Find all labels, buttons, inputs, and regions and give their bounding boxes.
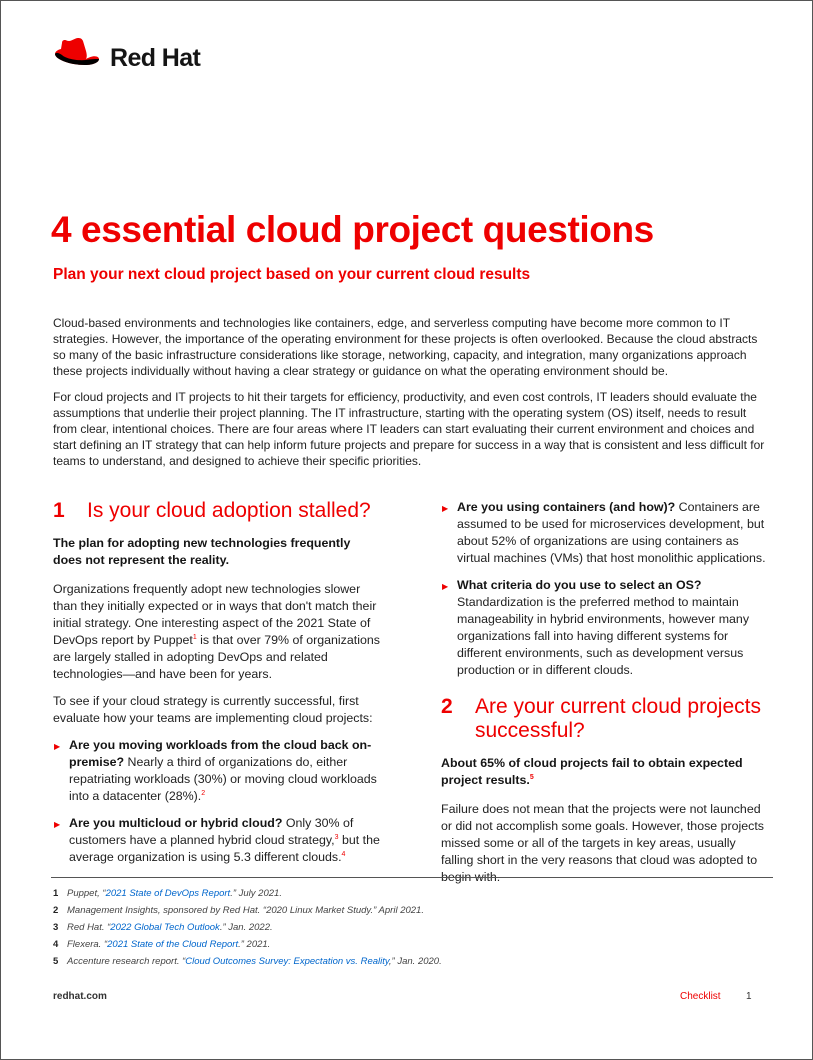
- bullet-arrow-icon: ▶: [54, 820, 61, 829]
- footnote-link[interactable]: 2022 Global Tech Outlook: [110, 922, 220, 933]
- footnotes: [53, 885, 753, 970]
- bullet-question: Are you multicloud or hybrid cloud?: [69, 816, 283, 830]
- bullet-question: Are you moving workloads from the cloud back on-premise?: [69, 738, 372, 769]
- section-number: 2: [441, 695, 453, 718]
- footnote-suffix: .” Jan. 2022.: [219, 922, 273, 933]
- intro-section: [53, 315, 765, 479]
- section-lead: [441, 755, 769, 789]
- footnote: [53, 936, 753, 953]
- footnote-prefix: Red Hat. “: [67, 922, 111, 933]
- section-lead: The plan for adopting new technologies frequently does not represent the reality.: [53, 536, 351, 567]
- left-column: [53, 499, 381, 876]
- right-column: [441, 499, 769, 896]
- footnote-prefix: Management Insights, sponsored by Red Hat. “2020 Linux Market Study.” April 2021.: [67, 905, 424, 916]
- footnote-number: 2: [53, 905, 59, 916]
- footnote-number: 4: [53, 939, 59, 950]
- bullet-item: [441, 499, 769, 567]
- footnote: [53, 902, 753, 919]
- section-title: Is your cloud adoption stalled?: [87, 499, 371, 522]
- footnote-text: [67, 919, 273, 936]
- footnote-text: [67, 902, 424, 919]
- bullet-question: What criteria do you use to select an OS?: [457, 578, 702, 592]
- section-number: 1: [53, 499, 65, 522]
- page-title: 4 essential cloud project questions: [51, 209, 654, 250]
- intro-paragraph: Cloud-based environments and technologies like containers, edge, and serverless computing have become more common to IT strategies. However, the importance of the operating environment for these projects is often overlooked. Because the cloud abstracts so many of the basic infrastructure considerations like storage, networking, capacity, and integration, many organizations approach these projects individually without having a clear strategy or guidance on what the operating environment should be.: [53, 316, 758, 378]
- footer-doc-type: Checklist: [680, 991, 721, 1002]
- footnote-suffix: .” 2021.: [238, 939, 271, 950]
- footnote-ref[interactable]: 2: [201, 789, 206, 797]
- footnote-prefix: Accenture research report. “: [67, 956, 186, 967]
- footnote-suffix: ,” Jan. 2020.: [388, 956, 442, 967]
- footnote-prefix: Flexera. “: [67, 939, 108, 950]
- section-1-heading: [53, 499, 381, 523]
- footnote-number: 5: [53, 956, 59, 967]
- section-paragraph: [53, 581, 381, 683]
- red-hat-logo[interactable]: [51, 37, 200, 79]
- bullet-item: [53, 815, 381, 866]
- footnote: [53, 953, 753, 970]
- bullet-item: [53, 737, 381, 805]
- bullet-question: Are you using containers (and how)?: [457, 500, 676, 514]
- footnote-ref[interactable]: 1: [192, 633, 197, 641]
- lead-text: About 65% of cloud projects fail to obtain expected project results.: [441, 756, 743, 787]
- section-title: Are your current cloud projects successful?: [475, 695, 761, 742]
- section-2-heading: [441, 695, 769, 743]
- brand-name: Red Hat: [110, 43, 201, 72]
- footnote-text: [67, 953, 442, 970]
- footnote-ref[interactable]: 3: [334, 833, 339, 841]
- bullet-text: Containers are assumed to be used for microservices development, but about 52% of organizations are using containers as virtual machines (VMs) that host monolithic applications.: [457, 500, 766, 565]
- bullet-arrow-icon: ▶: [442, 582, 449, 591]
- bullet-arrow-icon: ▶: [54, 742, 61, 751]
- bullet-text: Nearly a third of organizations do, either repatriating workloads (30%) or moving cloud workloads into a datacenter (28%).: [69, 755, 377, 803]
- bullet-text: Only 30% of customers have a planned hybrid cloud strategy,: [69, 816, 354, 847]
- paragraph-text: Organizations frequently adopt new technologies slower than they initially expected or in ways that don't match their initial strategy. One interesting aspect of the 2021 State of DevOps report by Puppet: [53, 582, 377, 647]
- footnote-number: 1: [53, 888, 59, 899]
- intro-paragraph: For cloud projects and IT projects to hit their targets for efficiency, productivity, and even cost controls, IT leaders should evaluate the assumptions that underlie their project planning. The IT infrastructure, starting with the operating system (OS) itself, needs to result from clear, intentional choices. There are four areas where IT leaders can start evaluating their current environment and choices and start defining an IT strategy that can help inform future projects and prepare for success in a way that is consistent and less difficult for teams to understand, and designed to achieve their specific priorities.: [53, 390, 765, 468]
- footnote-text: [67, 936, 270, 953]
- bullet-text: but the average organization is using 5.3 different clouds.: [69, 833, 380, 864]
- red-hat-logo-icon: [51, 37, 104, 79]
- bullet-text: Standardization is the preferred method to maintain manageability in hybrid environments, however many organizations fall into having different systems for different environments, such as development versus production or in different clouds.: [457, 595, 750, 677]
- footnote-ref[interactable]: 4: [341, 850, 346, 858]
- footnote-link[interactable]: 2021 State of the Cloud Report: [107, 939, 239, 950]
- footnote-link[interactable]: 2021 State of DevOps Report: [105, 888, 231, 899]
- footnote-suffix: .” July 2021.: [230, 888, 282, 899]
- bullet-item: [441, 577, 769, 679]
- footnote-number: 3: [53, 922, 59, 933]
- section-paragraph: To see if your cloud strategy is currently successful, first evaluate how your teams are implementing cloud projects:: [53, 694, 373, 725]
- page-subtitle: Plan your next cloud project based on your current cloud results: [53, 266, 531, 283]
- bullet-arrow-icon: ▶: [442, 504, 449, 513]
- section-paragraph: Failure does not mean that the projects were not launched or did not accomplish some goals. However, those projects missed some or all of the targets in key areas, usually falling short in the very reasons that cloud was adopted to begin with.: [441, 802, 765, 884]
- footnote-prefix: Puppet, “: [67, 888, 106, 899]
- footnote-divider: [51, 877, 773, 878]
- footer-page-number: 1: [746, 991, 752, 1002]
- footnote-link[interactable]: Cloud Outcomes Survey: Expectation vs. Reality: [185, 956, 389, 967]
- footer-site-link[interactable]: redhat.com: [53, 991, 107, 1002]
- footnote-text: [67, 885, 282, 902]
- footnote-ref[interactable]: 5: [529, 773, 534, 781]
- footnote: [53, 919, 753, 936]
- footnote: [53, 885, 753, 902]
- paragraph-text: is that over 79% of organizations are largely stalled in adopting DevOps and related technologies—and have been for years.: [53, 633, 380, 681]
